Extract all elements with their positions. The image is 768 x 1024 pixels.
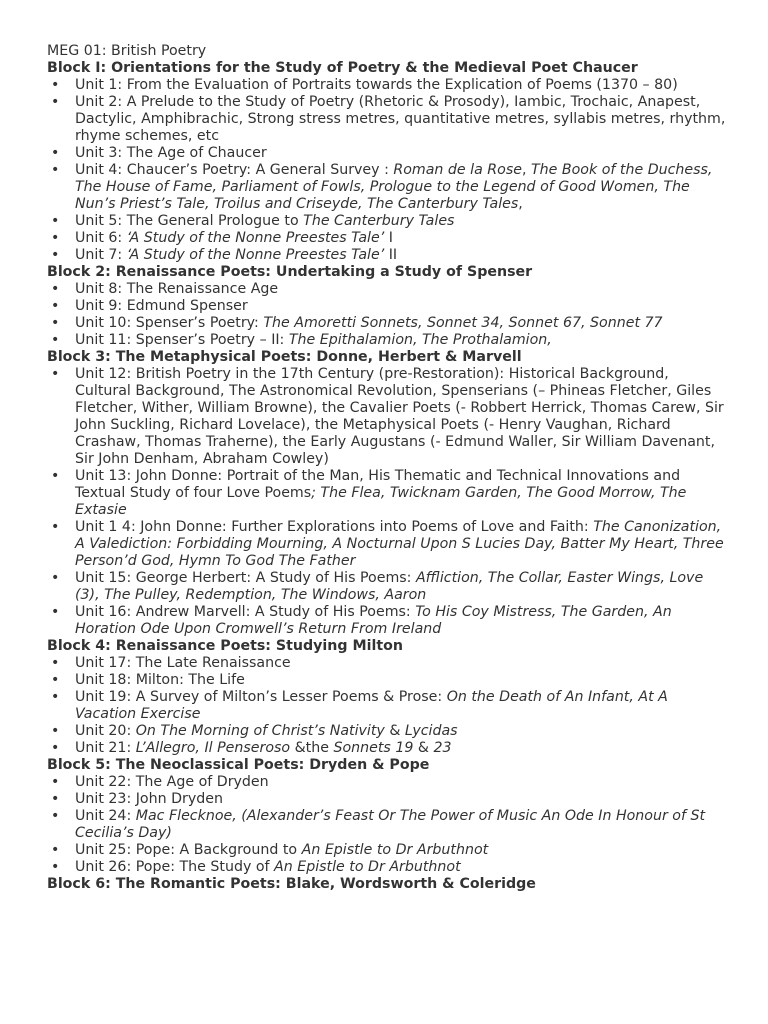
unit-text-italic: 23	[433, 740, 452, 756]
unit-item	[47, 468, 727, 519]
unit-text-italic: L’Allegro, Il Penseroso	[135, 740, 291, 756]
unit-text: Unit 1: From the Evaluation of Portraits towards the Explication of Poems (1370 – 80)	[75, 77, 678, 93]
unit-list	[47, 77, 727, 264]
document-title: MEG 01: British Poetry	[47, 43, 207, 59]
unit-item	[47, 213, 727, 230]
unit-text: Unit 22: The Age of Dryden	[75, 774, 269, 790]
unit-item	[47, 774, 727, 791]
unit-item	[47, 247, 727, 264]
unit-list	[47, 655, 727, 757]
unit-text: Unit 6:	[75, 230, 127, 246]
unit-text-italic: The Amoretti Sonnets, Sonnet 34, Sonnet 67, Sonnet 77	[263, 315, 663, 331]
unit-item	[47, 723, 727, 740]
unit-item	[47, 281, 727, 298]
unit-item	[47, 842, 727, 859]
unit-text: Unit 3: The Age of Chaucer	[75, 145, 267, 161]
unit-text-italic: To His Coy Mistress, The Garden, An Horation Ode Upon Cromwell’s Return From Ireland	[75, 604, 672, 637]
unit-text-italic: Roman de la Rose	[393, 162, 522, 178]
unit-text: Unit 12: British Poetry in the 17th Century (pre-Restoration): Historical Background, Cultural Background, The Astronomical Revolution, Spenserians (– Phineas Fletcher, Giles Fletcher, Wither, William Browne), the Cavalier Poets (- Robbert Herrick, Thomas Carew, Sir John Suckling, Richard Lovelace), the Metaphysical Poets (- Henry Vaughan, Richard Crashaw, Thomas Traherne), the Early Augustans (- Edmund Waller, Sir William Davenant, Sir John Denham, Abraham Cowley)	[75, 366, 724, 467]
unit-text: &	[413, 740, 434, 756]
unit-text: Unit 13: John Donne: Portrait of the Man, His Thematic and Technical Innovations and Textual Study of four Love Poems	[75, 468, 681, 501]
unit-text-italic: Affliction, The Collar, Easter Wings, Love (3), The Pulley, Redemption, The Windows, Aaron	[75, 570, 704, 603]
unit-item	[47, 332, 727, 349]
unit-text-italic: The Canterbury Tales	[303, 213, 455, 229]
block-list	[47, 60, 727, 893]
unit-item	[47, 689, 727, 723]
unit-text-italic: Sonnets 19	[333, 740, 414, 756]
unit-text: Unit 17: The Late Renaissance	[75, 655, 291, 671]
unit-item	[47, 298, 727, 315]
unit-text: Unit 11: Spenser’s Poetry – II:	[75, 332, 289, 348]
unit-text-italic: An Epistle to Dr Arbuthnot	[274, 859, 461, 875]
unit-text: Unit 10: Spenser’s Poetry:	[75, 315, 264, 331]
unit-text: Unit 23: John Dryden	[75, 791, 223, 807]
unit-text: II	[384, 247, 398, 263]
block-heading: Block 2: Renaissance Poets: Undertaking a Study of Spenser	[47, 264, 533, 280]
unit-item	[47, 519, 727, 570]
unit-text-italic: On The Morning of Christ’s Nativity	[135, 723, 385, 739]
unit-item	[47, 366, 727, 468]
unit-list	[47, 774, 727, 876]
unit-text-italic: ‘A Study of the Nonne Preestes Tale’	[126, 230, 385, 246]
unit-item	[47, 604, 727, 638]
unit-text-italic: Lycidas	[404, 723, 458, 739]
unit-item	[47, 791, 727, 808]
block-heading: Block 4: Renaissance Poets: Studying Milton	[47, 638, 403, 654]
unit-item	[47, 145, 727, 162]
unit-text-italic: ‘A Study of the Nonne Preestes Tale’	[126, 247, 385, 263]
block-heading: Block 3: The Metaphysical Poets: Donne, Herbert & Marvell	[47, 349, 522, 365]
unit-text-italic: Mac Flecknoe, (Alexander’s Feast Or The Power of Music An Ode In Honour of St Cecilia’s Day)	[75, 808, 706, 841]
unit-text: Unit 1 4: John Donne: Further Explorations into Poems of Love and Faith:	[75, 519, 594, 535]
unit-text: Unit 4: Chaucer’s Poetry: A General Survey :	[75, 162, 394, 178]
unit-list	[47, 366, 727, 638]
unit-text: Unit 20:	[75, 723, 136, 739]
unit-text: I	[384, 230, 393, 246]
block-heading: Block 6: The Romantic Poets: Blake, Wordsworth & Coleridge	[47, 876, 536, 892]
unit-text: Unit 8: The Renaissance Age	[75, 281, 279, 297]
unit-item	[47, 162, 727, 213]
unit-text: Unit 19: A Survey of Milton’s Lesser Poems & Prose:	[75, 689, 447, 705]
block-heading: Block 5: The Neoclassical Poets: Dryden & Pope	[47, 757, 430, 773]
unit-text-italic: The Canonization, A Valediction: Forbidding Mourning, A Nocturnal Upon S Lucies Day, Batter My Heart, Three Person’d God, Hymn To God The Father	[75, 519, 724, 569]
unit-text: Unit 21:	[75, 740, 136, 756]
unit-text-italic: On the Death of An Infant, At A Vacation Exercise	[75, 689, 668, 722]
unit-text: &the	[290, 740, 334, 756]
block-heading: Block I: Orientations for the Study of Poetry & the Medieval Poet Chaucer	[47, 60, 638, 76]
document-page	[47, 43, 727, 893]
unit-text: Unit 2: A Prelude to the Study of Poetry (Rhetoric & Prosody), Iambic, Trochaic, Anapest, Dactylic, Amphibrachic, Strong stress metres, quantitative metres, syllabis metres, rhythm, rhyme schemes, etc	[75, 94, 726, 144]
unit-item	[47, 94, 727, 145]
unit-item	[47, 315, 727, 332]
unit-item	[47, 672, 727, 689]
unit-item	[47, 77, 727, 94]
unit-item	[47, 570, 727, 604]
unit-text: Unit 16: Andrew Marvell: A Study of His Poems:	[75, 604, 416, 620]
unit-text: &	[384, 723, 405, 739]
unit-text-italic: The Epithalamion, The Prothalamion,	[288, 332, 552, 348]
unit-item	[47, 740, 727, 757]
unit-text: Unit 15: George Herbert: A Study of His Poems:	[75, 570, 416, 586]
unit-list	[47, 281, 727, 349]
unit-item	[47, 859, 727, 876]
unit-text-italic: An Epistle to Dr Arbuthnot	[301, 842, 489, 858]
unit-text: Unit 9: Edmund Spenser	[75, 298, 248, 314]
unit-text: ,	[518, 196, 523, 212]
unit-text: Unit 18: Milton: The Life	[75, 672, 245, 688]
unit-text: Unit 5: The General Prologue to	[75, 213, 304, 229]
unit-text: ,	[521, 162, 531, 178]
unit-text-italic: The Book of the Duchess, The House of Fame, Parliament of Fowls, Prologue to the Legend of Good Women, The Nun’s Priest’s Tale, Troilus and Criseyde, The Canterbury Tales	[75, 162, 713, 212]
unit-text-italic: ; The Flea, Twicknam Garden, The Good Morrow, The Extasie	[75, 485, 687, 518]
unit-text: Unit 7:	[75, 247, 127, 263]
unit-text: Unit 25: Pope: A Background to	[75, 842, 302, 858]
unit-item	[47, 808, 727, 842]
unit-item	[47, 655, 727, 672]
unit-text: Unit 26: Pope: The Study of	[75, 859, 275, 875]
unit-text: Unit 24:	[75, 808, 136, 824]
unit-item	[47, 230, 727, 247]
